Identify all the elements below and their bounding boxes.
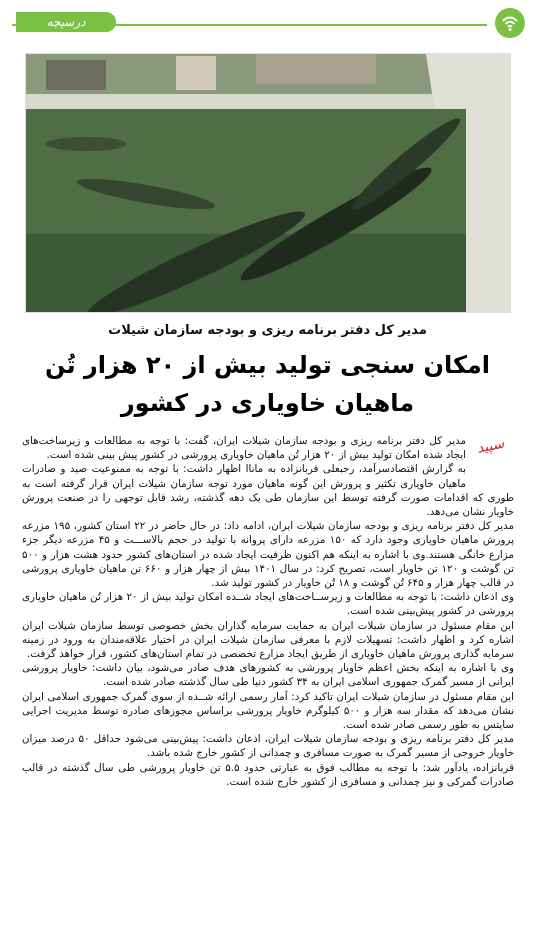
section-header (8, 8, 527, 40)
paragraph: این مقام مسئول در سازمان شیلات ایران به حمایت سرمایه گذاران بخش خصوصی توسط سازمان شیلات ایران اشاره کرد و اظهار داشت: تسهیلات لازم با معرفی سازمان شیلات ایران در اختیار علاقه‌مندان به ورود در زمینه سرمایه گذاری پرورش ماهیان خاویاری از طریق ایجاد مزارع تخصصی در تمام استان‌های کشور، قرار خواهد گرفت. (22, 619, 514, 661)
paragraph: قربانزاده، یادآور شد: با توجه به مطالب فوق به عبارتی حدود ۵.۵ تن خاویار پرورشی طی سال گذشته در قالب صادرات گمرکی و نیز چمدانی و مسافری از کشور خارج شده است. (22, 761, 515, 788)
article-subtitle: مدیر کل دفتر برنامه ریزی و بودجه سازمان شیلات (108, 323, 427, 338)
sturgeon-pool-photo (25, 53, 511, 313)
publication-logo: سپید (475, 435, 506, 457)
paragraph: وی اذعان داشت: با توجه به مطالعات و زیرســاخت‌های ایجاد شــده امکان تولید بیش از ۲۰ هزار تُن ماهیان خاویاری پرورشی در کشور پیش‌بینی شده است. (22, 591, 515, 618)
article-body (22, 434, 514, 789)
paragraph: وی با اشاره به اینکه بخش اعظم خاویار پرورشی به کشورهای هدف صادر می‌شود، بیان داشت: خاویار پرورشی ایرانی از مسیر گمرک جمهوری اسلامی ایران به ۳۴ کشور دنیا طی سال گذشته صادر شده است. (22, 662, 514, 689)
article-headline: امکان سنجی تولید بیش از ۲۰ هزار تُن ماهیان خاویاری در کشور (44, 351, 491, 417)
paragraph: به گزارش اقتصادسرآمد، رجبعلی قربانزاده به ماناا اظهار داشت: با توجه به ممنوعیت صید و صادرات ماهیان خاویاری تکثیر و پرورش این گونه ماهیان مورد توجه سازمان شیلات ایران قرار گرفته است به طوری که اقدامات صورت گرفته توسط این سازمان طی یک دهه گذشته، رشد قابل توجهی را در صنعت پرورش خاویار نشان می‌دهد. (22, 463, 514, 519)
wifi-icon (495, 8, 525, 38)
paragraph: مدیر کل دفتر برنامه ریزی و بودجه سازمان شیلات ایران، اذعان داشت: پیش‌بینی می‌شود حداقل ۵۰ درصد میزان خاویار خروجی از مسیر گمرک به صورت مسافری و چمدانی از کشور خارج شده باشد. (22, 733, 514, 760)
section-label: درسپچه (16, 12, 116, 32)
paragraph: این مقام مسئول در سازمان شیلات ایران تاکید کرد: آمار رسمی ارائه شــده از سوی گمرک جمهوری اسلامی ایران نشان می‌دهد که مقدار سه هزار و ۵۰۰ کیلوگرم خاویار پرورشی براساس مجوزهای صادره توسط مدیریت اجرایی سایتس به طور رسمی صادر شده است. (22, 690, 514, 732)
wifi-glyph (501, 14, 519, 32)
paragraph: مدیر کل دفتر برنامه ریزی و بودجه سازمان شیلات ایران، ادامه داد: در حال حاضر در ۲۲ استان کشور، ۱۹۵ مزرعه پرورش ماهیان خاویاری وجود دارد که ۱۵۰ مزرعه دارای پروانه با تولید در حجم بالاســـت و ۴۵ مزرعه دیگر جزء مزارع خانگی هستند.وی با اشاره به اینکه هم اکنون ظرفیت ایجاد شده در استان‌های کشور حدود هشت هزار و ۵۰۰ تن گوشت و ۱۲۰ تن خاویار است، تصریح کرد: در سال ۱۴۰۱ بیش از چهار هزار و ۶۶۰ تن ماهیان خاویاری پرورشی در قالب چهار هزار و ۶۴۵ تُن گوشت و ۱۸ تُن خاویار در کشور تولید شد. (22, 520, 515, 590)
paragraph: مدیر کل دفتر برنامه ریزی و بودجه سازمان شیلات ایران، گفت: با توجه به مطالعات و زیرساخت‌های ایجاد شده امکان تولید بیش از ۲۰ هزار تُن ماهیان خاویاری پرورشی در کشور پیش بینی شده است. (22, 435, 466, 462)
